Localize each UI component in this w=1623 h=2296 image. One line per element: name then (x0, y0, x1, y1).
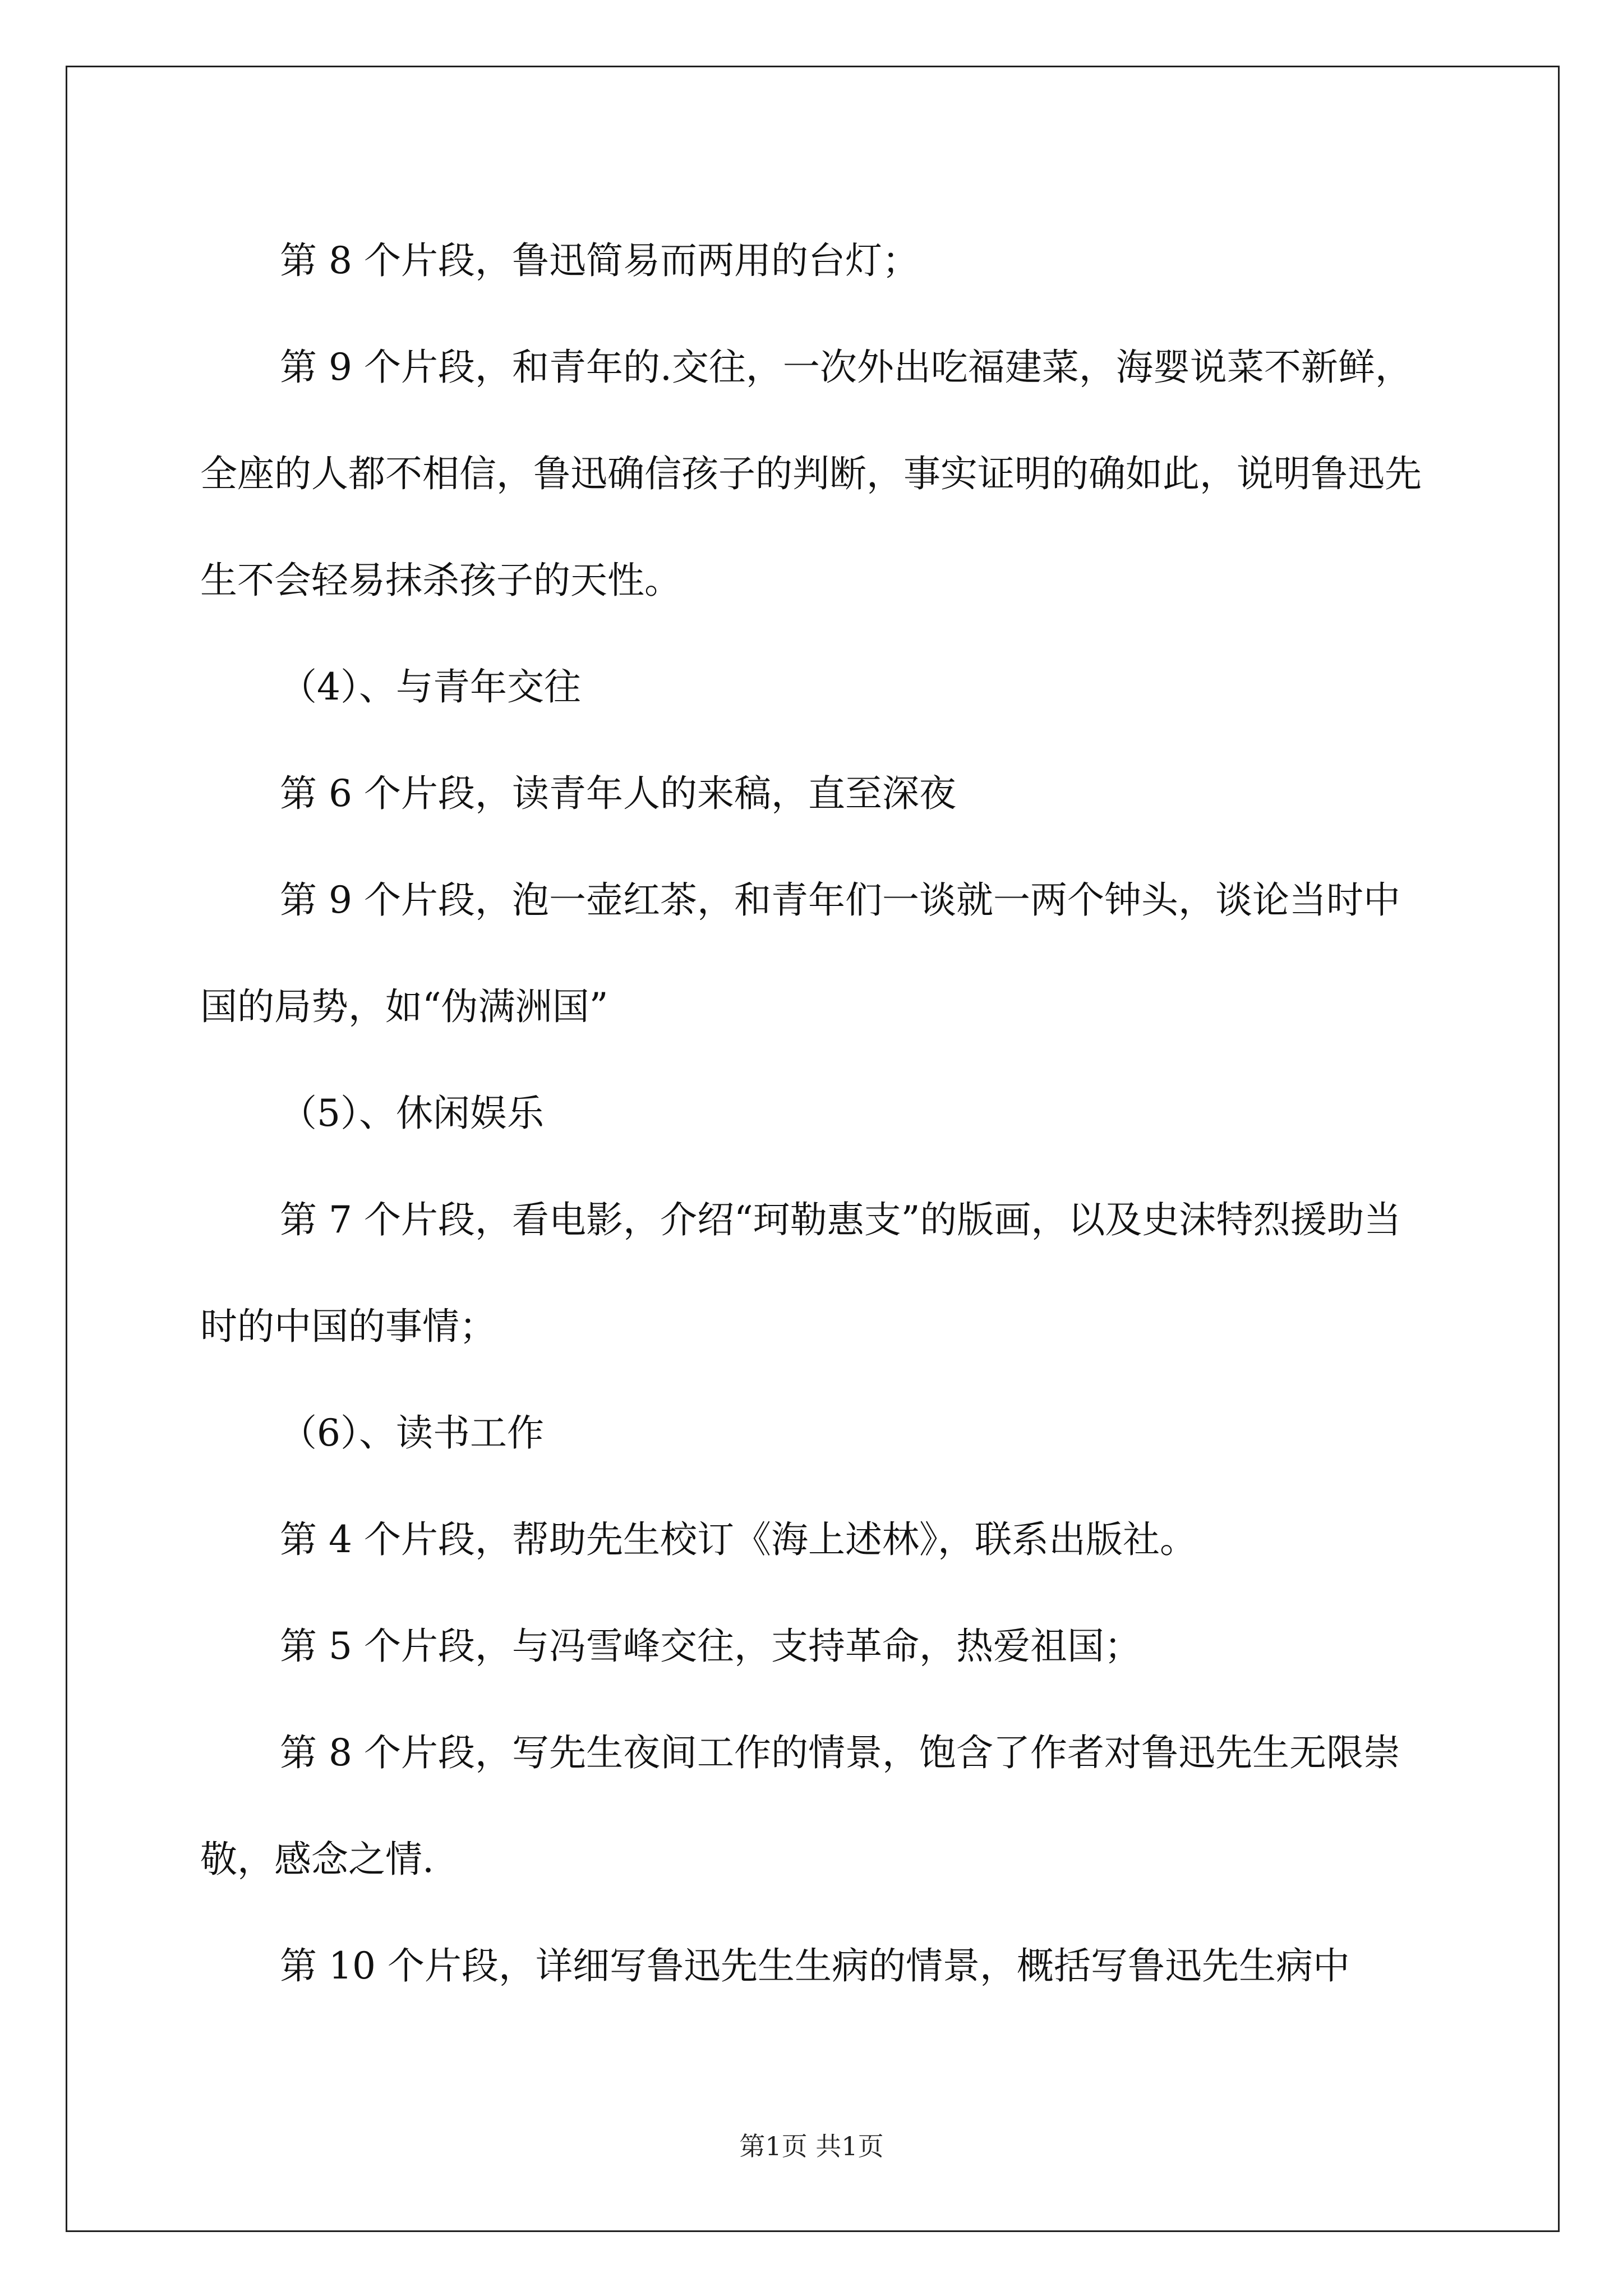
paragraph-6: 第 4 个片段，帮助先生校订《海上述林》，联系出版社。 (280, 1518, 1197, 1561)
document-body (200, 208, 1428, 2019)
page-footer: 第1页 共1页 (739, 2131, 884, 2161)
paragraph-1: 第 8 个片段，鲁迅简易而两用的台灯； (280, 239, 919, 282)
section-heading-6: （6）、读书工作 (280, 1411, 544, 1455)
paragraph-7: 第 5 个片段，与冯雪峰交往，支持革命，热爱祖国； (280, 1625, 1141, 1668)
paragraph-3: 第 6 个片段，读青年人的来稿，直至深夜 (280, 772, 956, 815)
paragraph-9: 第 10 个片段，详细写鲁迅先生生病的情景，概括写鲁迅先生病中 (280, 1944, 1350, 1987)
section-heading-4: （4）、与青年交往 (280, 665, 581, 708)
section-heading-5: （5）、休闲娱乐 (280, 1092, 544, 1135)
paragraph-8: 第 8 个片段，写先生夜间工作的情景，饱含了作者对鲁迅先生无限崇敬，感念之情. (200, 1731, 1400, 1881)
paragraph-2: 第 9 个片段，和青年的.交往，一次外出吃福建菜，海婴说菜不新鲜，全座的人都不相信，鲁迅确信孩子的判断，事实证明的确如此，说明鲁迅先生不会轻易抹杀孩子的天性。 (200, 346, 1422, 602)
paragraph-5: 第 7 个片段，看电影，介绍“珂勒惠支”的版画，以及史沫特烈援助当时的中国的事情； (200, 1198, 1401, 1348)
paragraph-4: 第 9 个片段，泡一壶红茶，和青年们一谈就一两个钟头，谈论当时中国的局势，如“伪满洲国” (200, 878, 1400, 1028)
